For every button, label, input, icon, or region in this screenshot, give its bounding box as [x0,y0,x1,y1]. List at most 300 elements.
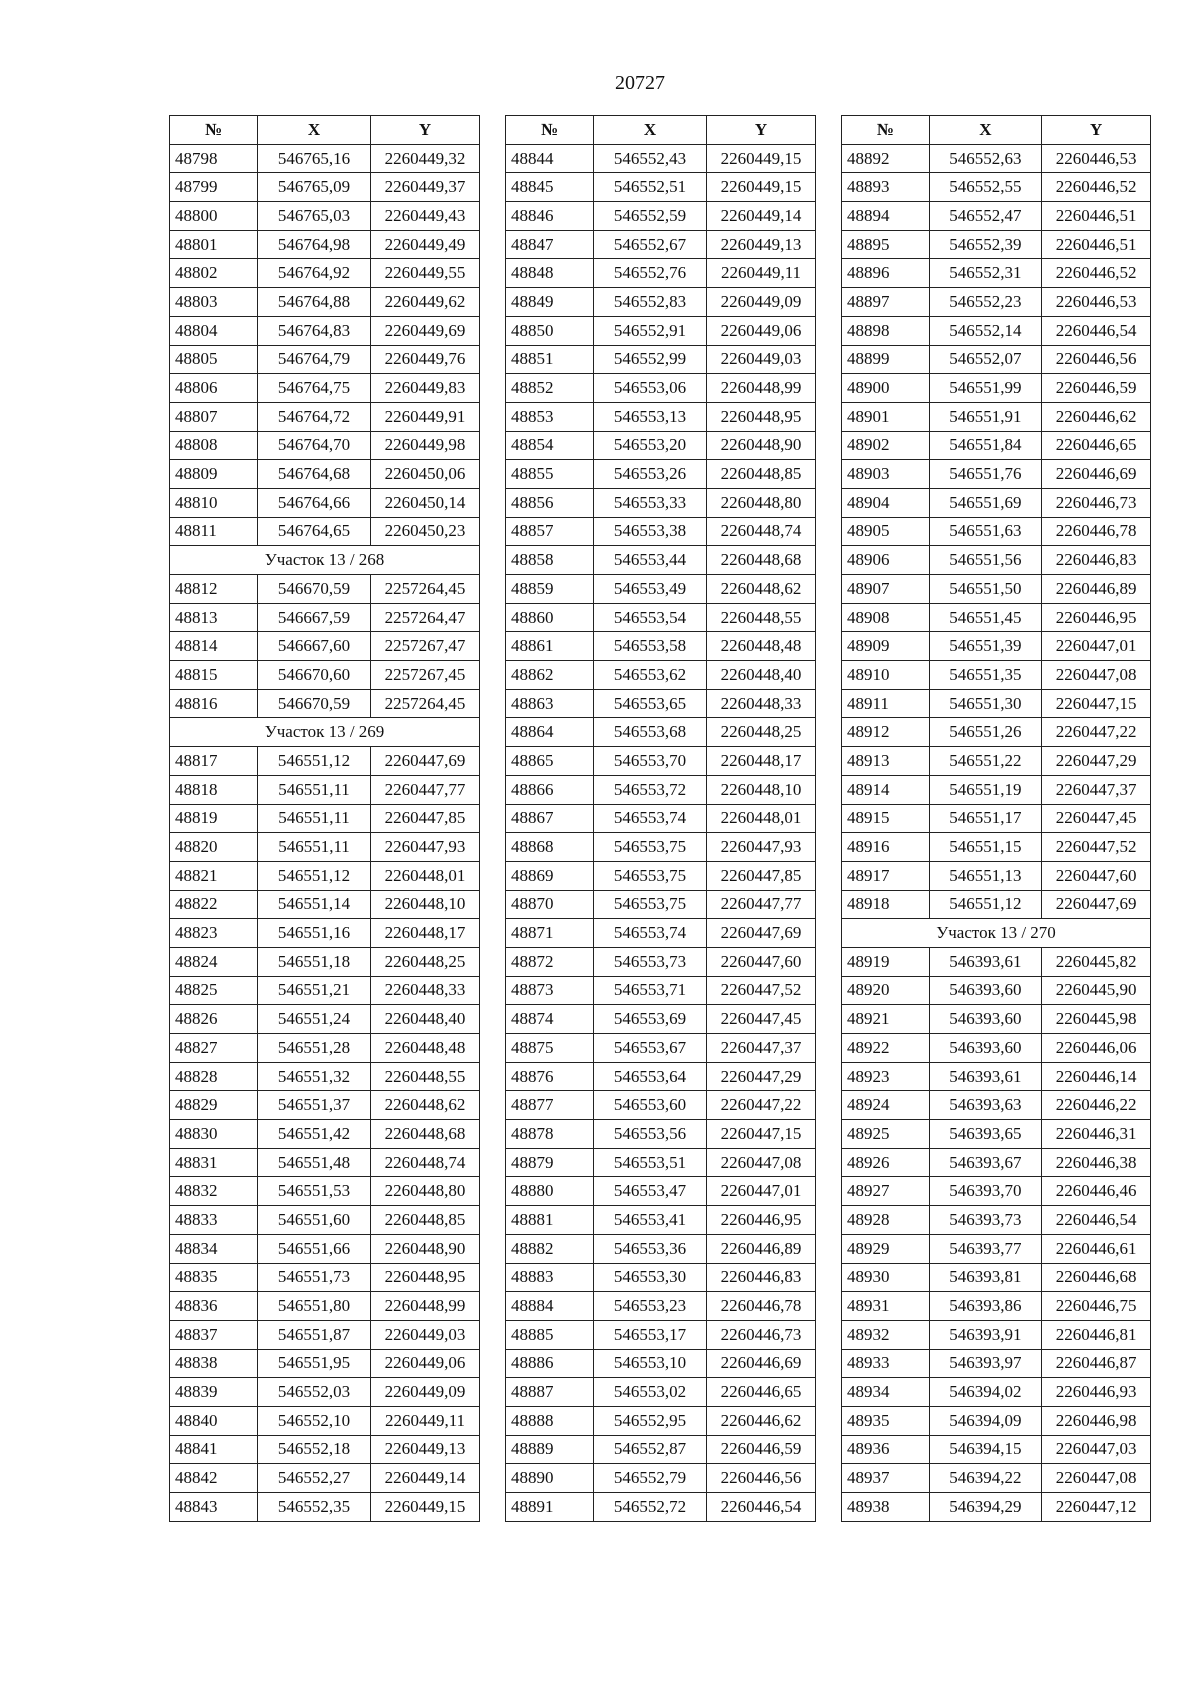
coord-y: 2260446,87 [1042,1349,1151,1378]
coord-x: 546393,60 [929,1005,1042,1034]
table-row [170,1263,480,1292]
coord-x: 546553,74 [594,804,707,833]
coord-x: 546552,31 [929,259,1042,288]
coord-y: 2260448,10 [707,775,816,804]
coord-y: 2260446,89 [1042,575,1151,604]
coord-y: 2260449,43 [371,202,480,231]
point-number: 48820 [170,833,258,862]
coord-x: 546552,72 [594,1493,707,1522]
point-number: 48859 [506,575,594,604]
section-row [170,546,480,575]
coord-x: 546551,91 [929,402,1042,431]
point-number: 48925 [842,1120,930,1149]
coord-x: 546552,23 [929,288,1042,317]
table-row [842,689,1151,718]
point-number: 48804 [170,316,258,345]
table-row [506,202,816,231]
coord-x: 546765,16 [258,144,371,173]
coord-y: 2260448,68 [371,1120,480,1149]
coord-y: 2260448,99 [371,1292,480,1321]
point-number: 48911 [842,689,930,718]
table-row [842,833,1151,862]
table-row [842,144,1151,173]
table-row [170,1378,480,1407]
table-row [842,259,1151,288]
coord-x: 546553,58 [594,632,707,661]
point-number: 48891 [506,1493,594,1522]
point-number: 48918 [842,890,930,919]
coord-y: 2260447,37 [707,1034,816,1063]
coord-y: 2260447,45 [1042,804,1151,833]
point-number: 48799 [170,173,258,202]
coord-x: 546553,17 [594,1320,707,1349]
coord-y: 2260447,77 [707,890,816,919]
table-row [842,517,1151,546]
table-row [842,1378,1151,1407]
point-number: 48903 [842,460,930,489]
table-row [842,1062,1151,1091]
table-row [170,833,480,862]
table-row [506,861,816,890]
point-number: 48931 [842,1292,930,1321]
coord-y: 2260449,14 [707,202,816,231]
header-y: Y [1042,116,1151,145]
point-number: 48898 [842,316,930,345]
coord-y: 2260449,03 [371,1320,480,1349]
table-row [506,1320,816,1349]
coord-y: 2260446,51 [1042,202,1151,231]
section-title: Участок 13 / 269 [170,718,480,747]
coord-x: 546551,45 [929,603,1042,632]
point-number: 48835 [170,1263,258,1292]
point-number: 48807 [170,402,258,431]
table-row [170,804,480,833]
coord-x: 546394,09 [929,1406,1042,1435]
table-row [842,747,1151,776]
coord-y: 2260448,33 [707,689,816,718]
table-row [842,1234,1151,1263]
point-number: 48869 [506,861,594,890]
point-number: 48824 [170,947,258,976]
table-row [842,288,1151,317]
table-row [170,517,480,546]
point-number: 48937 [842,1464,930,1493]
table-row [506,890,816,919]
table-row [842,947,1151,976]
point-number: 48846 [506,202,594,231]
table-row [842,1263,1151,1292]
table-row [842,1349,1151,1378]
coord-y: 2260445,90 [1042,976,1151,1005]
coord-x: 546552,87 [594,1435,707,1464]
section-title: Участок 13 / 270 [842,919,1151,948]
coord-y: 2260446,93 [1042,1378,1151,1407]
coord-y: 2260446,68 [1042,1263,1151,1292]
coord-y: 2260446,95 [707,1206,816,1235]
table-row [170,288,480,317]
coord-y: 2260446,31 [1042,1120,1151,1149]
table-row [506,1206,816,1235]
point-number: 48867 [506,804,594,833]
table-row [506,1263,816,1292]
coord-y: 2260449,03 [707,345,816,374]
coord-y: 2260449,83 [371,374,480,403]
coord-y: 2260449,37 [371,173,480,202]
point-number: 48924 [842,1091,930,1120]
coord-y: 2260449,55 [371,259,480,288]
table-row [170,345,480,374]
table-row [842,1148,1151,1177]
coord-x: 546393,97 [929,1349,1042,1378]
coord-x: 546553,67 [594,1034,707,1063]
table-row [842,173,1151,202]
coord-x: 546670,60 [258,661,371,690]
point-number: 48894 [842,202,930,231]
coord-x: 546553,75 [594,861,707,890]
coord-x: 546553,41 [594,1206,707,1235]
coord-y: 2260448,80 [371,1177,480,1206]
table-row [506,1034,816,1063]
coord-x: 546552,63 [929,144,1042,173]
coord-x: 546553,20 [594,431,707,460]
point-number: 48938 [842,1493,930,1522]
point-number: 48839 [170,1378,258,1407]
coord-x: 546552,59 [594,202,707,231]
page-number: 20727 [615,72,665,94]
coord-y: 2260446,51 [1042,230,1151,259]
coord-x: 546551,32 [258,1062,371,1091]
point-number: 48915 [842,804,930,833]
table-row [170,747,480,776]
coord-x: 546393,67 [929,1148,1042,1177]
point-number: 48877 [506,1091,594,1120]
coord-y: 2260447,01 [707,1177,816,1206]
point-number: 48874 [506,1005,594,1034]
table-row [842,460,1151,489]
coord-x: 546551,21 [258,976,371,1005]
point-number: 48865 [506,747,594,776]
coord-y: 2260449,15 [707,144,816,173]
coord-y: 2257264,45 [371,575,480,604]
coord-y: 2260449,11 [371,1406,480,1435]
coord-y: 2260446,38 [1042,1148,1151,1177]
coord-y: 2260449,49 [371,230,480,259]
point-number: 48896 [842,259,930,288]
coord-y: 2260446,95 [1042,603,1151,632]
coord-y: 2260446,65 [707,1378,816,1407]
point-number: 48862 [506,661,594,690]
coord-x: 546551,99 [929,374,1042,403]
table-row [506,718,816,747]
coord-y: 2260446,53 [1042,144,1151,173]
coord-y: 2260448,85 [371,1206,480,1235]
point-number: 48889 [506,1435,594,1464]
point-number: 48913 [842,747,930,776]
coord-x: 546552,27 [258,1464,371,1493]
table-row [842,661,1151,690]
coord-y: 2257264,47 [371,603,480,632]
point-number: 48857 [506,517,594,546]
point-number: 48928 [842,1206,930,1235]
coord-x: 546551,48 [258,1148,371,1177]
point-number: 48916 [842,833,930,862]
point-number: 48858 [506,546,594,575]
header-number: № [506,116,594,145]
table-row [842,1034,1151,1063]
table-row [842,1435,1151,1464]
table-row [506,1177,816,1206]
coord-y: 2260447,60 [1042,861,1151,890]
table-row [170,1292,480,1321]
table-row [506,1148,816,1177]
coord-y: 2260447,69 [707,919,816,948]
table-row [170,1148,480,1177]
table-row [506,1091,816,1120]
point-number: 48854 [506,431,594,460]
table-row [170,1177,480,1206]
coord-x: 546553,30 [594,1263,707,1292]
coord-y: 2260446,73 [707,1320,816,1349]
coord-y: 2260449,13 [707,230,816,259]
table-row [842,861,1151,890]
coord-y: 2260448,74 [371,1148,480,1177]
table-row [506,1005,816,1034]
coord-x: 546670,59 [258,689,371,718]
coord-y: 2260448,48 [707,632,816,661]
coord-x: 546667,59 [258,603,371,632]
coord-x: 546552,18 [258,1435,371,1464]
point-number: 48814 [170,632,258,661]
point-number: 48845 [506,173,594,202]
coord-y: 2260447,08 [707,1148,816,1177]
point-number: 48879 [506,1148,594,1177]
point-number: 48840 [170,1406,258,1435]
table-row [842,1120,1151,1149]
table-row [506,517,816,546]
table-row [170,1435,480,1464]
coord-x: 546551,11 [258,833,371,862]
point-number: 48870 [506,890,594,919]
coord-x: 546551,16 [258,919,371,948]
coord-x: 546553,60 [594,1091,707,1120]
point-number: 48861 [506,632,594,661]
table-row [506,804,816,833]
point-number: 48806 [170,374,258,403]
coord-x: 546552,14 [929,316,1042,345]
coord-y: 2260448,90 [707,431,816,460]
coord-y: 2260446,83 [1042,546,1151,575]
coord-x: 546553,23 [594,1292,707,1321]
coord-x: 546394,22 [929,1464,1042,1493]
coord-x: 546393,60 [929,976,1042,1005]
coord-x: 546551,19 [929,775,1042,804]
section-row [170,718,480,747]
point-number: 48828 [170,1062,258,1091]
coord-x: 546552,91 [594,316,707,345]
coord-y: 2260447,15 [1042,689,1151,718]
table-row [170,632,480,661]
coord-y: 2260449,15 [707,173,816,202]
table-row [842,546,1151,575]
coord-y: 2260446,14 [1042,1062,1151,1091]
table-row [170,919,480,948]
coord-x: 546551,11 [258,804,371,833]
coord-y: 2260447,52 [1042,833,1151,862]
table-row [170,890,480,919]
table-row [170,603,480,632]
point-number: 48801 [170,230,258,259]
table-row [842,1206,1151,1235]
table-row [170,316,480,345]
point-number: 48930 [842,1263,930,1292]
coord-x: 546393,63 [929,1091,1042,1120]
coord-x: 546552,76 [594,259,707,288]
coord-y: 2260449,09 [371,1378,480,1407]
coord-y: 2260448,68 [707,546,816,575]
table-row [170,861,480,890]
table-row [506,1493,816,1522]
coord-y: 2260447,08 [1042,661,1151,690]
point-number: 48902 [842,431,930,460]
coord-y: 2260449,91 [371,402,480,431]
point-number: 48803 [170,288,258,317]
point-number: 48905 [842,517,930,546]
point-number: 48864 [506,718,594,747]
coord-x: 546551,35 [929,661,1042,690]
table-row [842,775,1151,804]
table-row [170,1349,480,1378]
table-row [170,374,480,403]
coord-x: 546764,68 [258,460,371,489]
point-number: 48885 [506,1320,594,1349]
coord-y: 2260447,22 [1042,718,1151,747]
point-number: 48823 [170,919,258,948]
table-row [842,1292,1151,1321]
coord-y: 2260450,23 [371,517,480,546]
coord-y: 2260449,62 [371,288,480,317]
coord-y: 2260447,85 [707,861,816,890]
coord-x: 546552,67 [594,230,707,259]
coord-y: 2260448,17 [707,747,816,776]
table-row [506,1062,816,1091]
coord-y: 2260445,98 [1042,1005,1151,1034]
point-number: 48875 [506,1034,594,1063]
coord-x: 546552,51 [594,173,707,202]
coord-y: 2260446,59 [1042,374,1151,403]
table-row [506,976,816,1005]
point-number: 48829 [170,1091,258,1120]
header-y: Y [371,116,480,145]
table-row [170,230,480,259]
coord-y: 2260447,69 [1042,890,1151,919]
coord-y: 2260450,14 [371,488,480,517]
point-number: 48808 [170,431,258,460]
coord-x: 546553,74 [594,919,707,948]
table-row [842,374,1151,403]
point-number: 48831 [170,1148,258,1177]
coord-x: 546552,55 [929,173,1042,202]
table-row [506,661,816,690]
point-number: 48813 [170,603,258,632]
coord-x: 546551,60 [258,1206,371,1235]
coord-x: 546551,63 [929,517,1042,546]
table-row [506,1120,816,1149]
table-row [170,661,480,690]
coord-x: 546551,53 [258,1177,371,1206]
coord-y: 2260447,29 [707,1062,816,1091]
coord-y: 2260447,93 [371,833,480,862]
coord-y: 2260447,08 [1042,1464,1151,1493]
point-number: 48843 [170,1493,258,1522]
point-number: 48811 [170,517,258,546]
coord-y: 2260448,10 [371,890,480,919]
point-number: 48821 [170,861,258,890]
point-number: 48872 [506,947,594,976]
point-number: 48880 [506,1177,594,1206]
coord-y: 2260448,99 [707,374,816,403]
point-number: 48936 [842,1435,930,1464]
coord-y: 2260448,40 [707,661,816,690]
coord-x: 546551,28 [258,1034,371,1063]
table-row [170,947,480,976]
coord-y: 2260446,65 [1042,431,1151,460]
coord-y: 2260448,85 [707,460,816,489]
table-row [506,460,816,489]
table-row [506,1435,816,1464]
point-number: 48836 [170,1292,258,1321]
coord-x: 546551,26 [929,718,1042,747]
point-number: 48834 [170,1234,258,1263]
table-row [170,1034,480,1063]
header-number: № [170,116,258,145]
point-number: 48908 [842,603,930,632]
point-number: 48844 [506,144,594,173]
table-row [506,603,816,632]
table-row [842,402,1151,431]
point-number: 48912 [842,718,930,747]
point-number: 48855 [506,460,594,489]
table-row [170,775,480,804]
table-row [170,259,480,288]
table-row [170,1091,480,1120]
coord-y: 2260446,78 [1042,517,1151,546]
table-row [506,1378,816,1407]
header-y: Y [707,116,816,145]
point-number: 48907 [842,575,930,604]
coord-x: 546553,69 [594,1005,707,1034]
coord-x: 546553,56 [594,1120,707,1149]
coord-y: 2260446,75 [1042,1292,1151,1321]
coord-x: 546553,71 [594,976,707,1005]
coord-x: 546553,51 [594,1148,707,1177]
coord-y: 2260449,15 [371,1493,480,1522]
point-number: 48883 [506,1263,594,1292]
point-number: 48888 [506,1406,594,1435]
table-row [842,632,1151,661]
coord-y: 2260446,06 [1042,1034,1151,1063]
point-number: 48860 [506,603,594,632]
coord-y: 2260447,29 [1042,747,1151,776]
coord-y: 2260447,45 [707,1005,816,1034]
table-row [170,488,480,517]
table-row [506,1464,816,1493]
coord-x: 546764,83 [258,316,371,345]
coord-x: 546393,91 [929,1320,1042,1349]
coord-y: 2260447,37 [1042,775,1151,804]
table-row [506,775,816,804]
point-number: 48886 [506,1349,594,1378]
point-number: 48825 [170,976,258,1005]
